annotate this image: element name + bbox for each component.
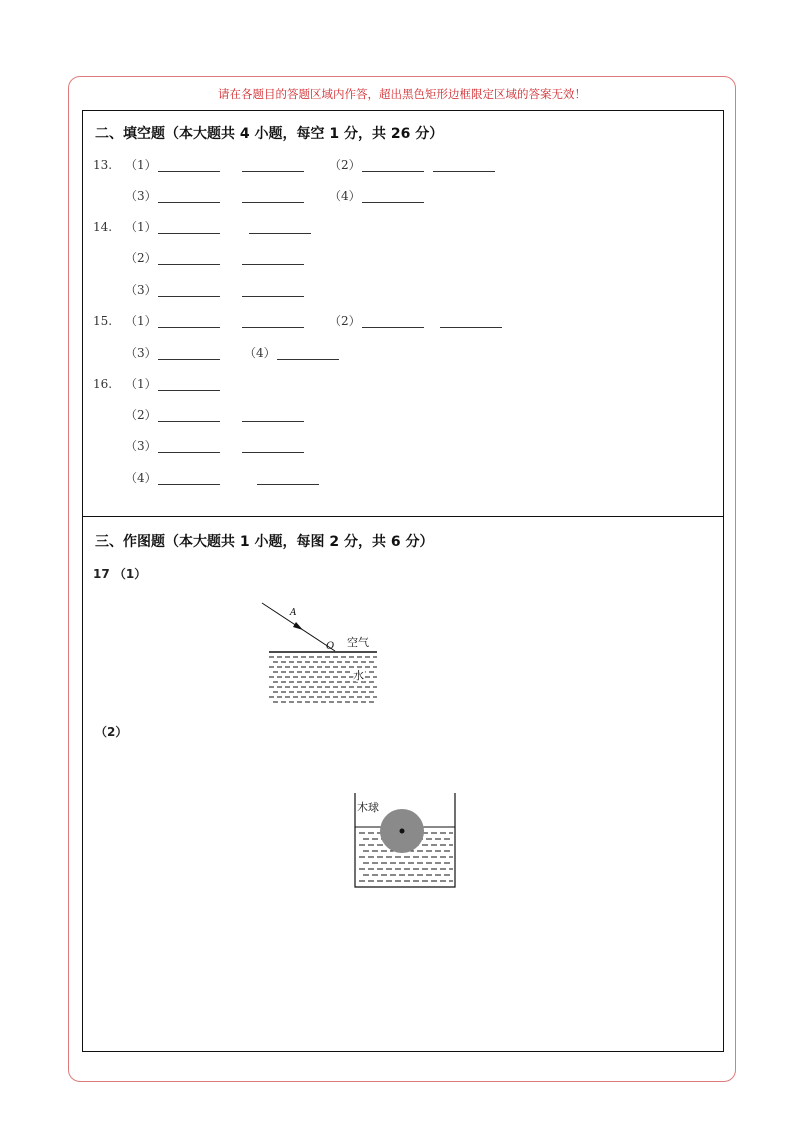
fill-blank-section xyxy=(82,110,724,517)
refraction-figure[interactable] xyxy=(259,599,389,709)
answer-blank[interactable] xyxy=(242,171,304,172)
part-label: （3） xyxy=(125,189,157,203)
question-16-row-2 xyxy=(83,407,723,423)
question-17-label: 17 （1） xyxy=(93,567,147,581)
answer-blank[interactable] xyxy=(362,171,424,172)
answer-blank[interactable] xyxy=(158,484,220,485)
answer-blank[interactable] xyxy=(158,264,220,265)
drawing-section xyxy=(82,516,724,1052)
part-2-label: （2） xyxy=(95,725,128,739)
answer-blank[interactable] xyxy=(242,202,304,203)
part-label: （4） xyxy=(329,189,361,203)
question-number: 13. xyxy=(93,158,113,172)
question-16-row-4 xyxy=(83,470,723,486)
question-15-row-2 xyxy=(83,345,723,361)
answer-blank[interactable] xyxy=(433,171,495,172)
label-a: A xyxy=(290,608,297,618)
part-label: （2） xyxy=(329,158,361,172)
label-o: O xyxy=(326,641,335,652)
question-14-row-3 xyxy=(83,282,723,298)
answer-blank[interactable] xyxy=(362,202,424,203)
label-air: 空气 xyxy=(347,636,369,649)
question-13-row-1 xyxy=(83,157,723,173)
question-14-row-1 xyxy=(83,219,723,235)
question-number: 16. xyxy=(93,377,113,391)
part-label: （2） xyxy=(125,251,157,265)
section-title: 二、填空题（本大题共 4 小题，每空 1 分，共 26 分） xyxy=(95,126,444,142)
label-ball: 木球 xyxy=(357,801,379,814)
question-number: 15. xyxy=(93,314,113,328)
part-label: （1） xyxy=(125,220,157,234)
part-label: （1） xyxy=(125,158,157,172)
answer-blank[interactable] xyxy=(158,296,220,297)
wooden-ball-figure[interactable] xyxy=(351,791,461,891)
label-water: 水 xyxy=(353,669,364,682)
part-label: （1） xyxy=(125,377,157,391)
answer-blank[interactable] xyxy=(158,327,220,328)
answer-blank[interactable] xyxy=(242,296,304,297)
part-label: （4） xyxy=(244,346,276,360)
answer-blank[interactable] xyxy=(242,452,304,453)
answer-blank[interactable] xyxy=(249,233,311,234)
answer-blank[interactable] xyxy=(158,452,220,453)
answer-blank[interactable] xyxy=(440,327,502,328)
part-label: （3） xyxy=(125,346,157,360)
answer-blank[interactable] xyxy=(277,359,339,360)
ball-center xyxy=(400,829,405,834)
part-label: （2） xyxy=(125,408,157,422)
part-label: （1） xyxy=(125,314,157,328)
question-14-row-2 xyxy=(83,250,723,266)
question-16-row-3 xyxy=(83,438,723,454)
ray-arrowhead xyxy=(293,622,303,630)
answer-blank[interactable] xyxy=(158,202,220,203)
part-label: （2） xyxy=(329,314,361,328)
answer-blank[interactable] xyxy=(158,359,220,360)
question-13-row-2 xyxy=(83,188,723,204)
question-16-row-1 xyxy=(83,376,723,392)
part-label: （4） xyxy=(125,471,157,485)
answer-blank[interactable] xyxy=(257,484,319,485)
answer-blank[interactable] xyxy=(158,390,220,391)
answer-blank[interactable] xyxy=(158,421,220,422)
answer-area-notice: 请在各题目的答题区域内作答，超出黑色矩形边框限定区域的答案无效！ xyxy=(218,87,586,101)
part-label: （3） xyxy=(125,439,157,453)
answer-blank[interactable] xyxy=(158,233,220,234)
answer-blank[interactable] xyxy=(242,264,304,265)
answer-blank[interactable] xyxy=(242,327,304,328)
section-title: 三、作图题（本大题共 1 小题，每图 2 分，共 6 分） xyxy=(95,534,434,550)
answer-blank[interactable] xyxy=(158,171,220,172)
question-15-row-1 xyxy=(83,313,723,329)
question-number: 14. xyxy=(93,220,113,234)
answer-blank[interactable] xyxy=(242,421,304,422)
part-label: （3） xyxy=(125,283,157,297)
answer-blank[interactable] xyxy=(362,327,424,328)
